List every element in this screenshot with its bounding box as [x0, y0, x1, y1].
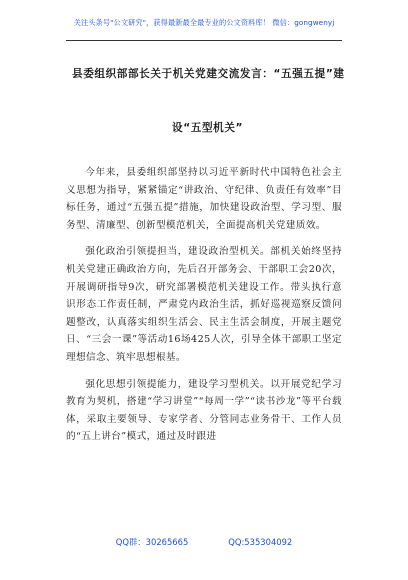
header-note: 关注头条号"公文研究"，获得最新最全最专业的公文资料库！ 微信：gongwenyj — [73, 18, 335, 27]
header-divider — [66, 40, 342, 41]
document-body — [66, 164, 342, 455]
document-title-line-2: 设“五型机关” — [172, 122, 244, 134]
footer-qq-group: QQ群：30265665 — [115, 537, 189, 547]
paragraph: 强化政治引领提担当，建设政治型机关。部机关始终坚持机关党建正确政治方向，先后召开部务会、干部职工会20次，开展调研指导9次，研究部署模范机关建设工作。带头执行意识形态工作责任制，严肃党内政治生活，抓好巡视巡察反馈问题整改，认真落实组织生活会、民主生活会制度，开展主题党日、“三会一课”等活动16场425人次，引导全体干部职工坚定理想信念、筑牢思想根基。 — [66, 246, 342, 363]
footer-qq-number: QQ:535304092 — [228, 537, 293, 547]
document-title-line-1: 县委组织部部长关于机关党建交流发言：“五强五提”建 — [72, 68, 345, 80]
paragraph: 强化思想引领提能力，建设学习型机关。以开展党纪学习教育为契机，搭建“学习讲堂”“每周一学”“读书沙龙”等平台载体，采取主要领导、专家学者、分管同志业务骨干、工作人员的“五上讲台”模式，通过及时跟进 — [66, 378, 342, 443]
paragraph: 今年来，县委组织部坚持以习近平新时代中国特色社会主义思想为指导，紧紧锚定“讲政治、守纪律、负责任有效率”目标任务，通过“五强五提”措施，加快建设政治型、学习型、服务型、清廉型、创新型模范机关，全面提高机关党建质效。 — [66, 167, 342, 231]
footer-contact — [0, 536, 408, 548]
